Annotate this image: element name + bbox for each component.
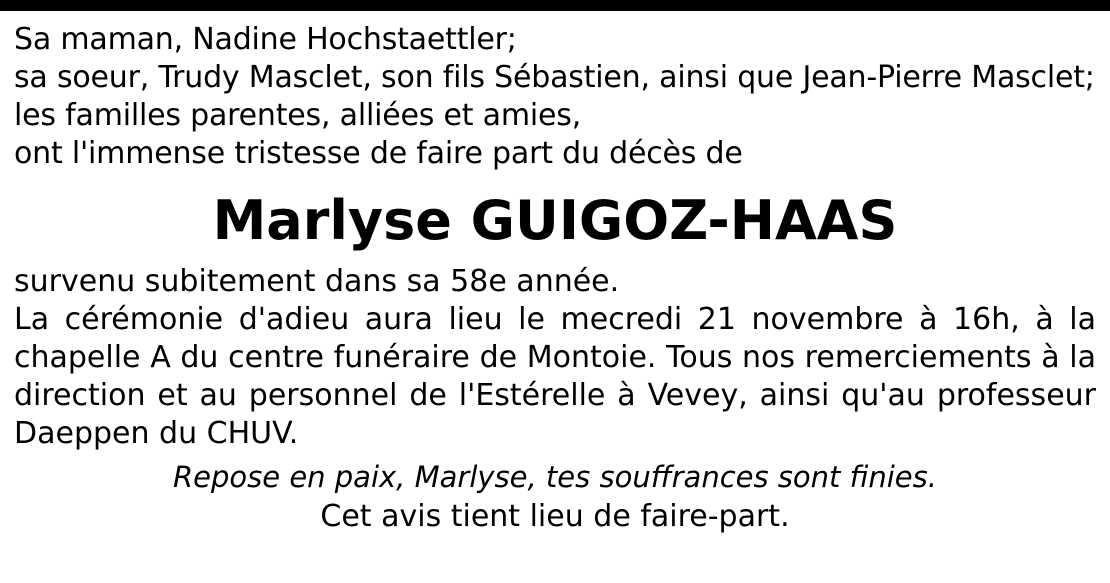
closing-line: Cet avis tient lieu de faire-part. [320, 499, 790, 534]
deceased-name: Marlyse GUIGOZ-HAAS [212, 189, 898, 252]
top-divider-rule [0, 0, 1110, 11]
intro-line-2: sa soeur, Trudy Masclet, son fils Sébastien, ainsi que Jean-Pierre Masclet; [14, 60, 1095, 95]
intro-line-4: ont l'immense tristesse de faire part du décès de [14, 136, 743, 171]
epitaph-line: Repose en paix, Marlyse, tes souffrances sont finies. [173, 460, 937, 494]
notice-content [0, 11, 1110, 537]
age-line: survenu subitement dans sa 58e année. [14, 264, 620, 299]
intro-line-3: les familles parentes, alliées et amies, [14, 98, 582, 133]
ceremony-paragraph: La cérémonie d'adieu aura lieu le mecredi 21 novembre à 16h, à la chapelle A du centre funéraire de Montoie. Tous nos remerciements à la direction et au personnel de l'Estérelle à Vevey, ainsi qu'au professeur Daeppen du CHUV. [14, 302, 1096, 451]
intro-line-1: Sa maman, Nadine Hochstaettler; [14, 22, 517, 57]
